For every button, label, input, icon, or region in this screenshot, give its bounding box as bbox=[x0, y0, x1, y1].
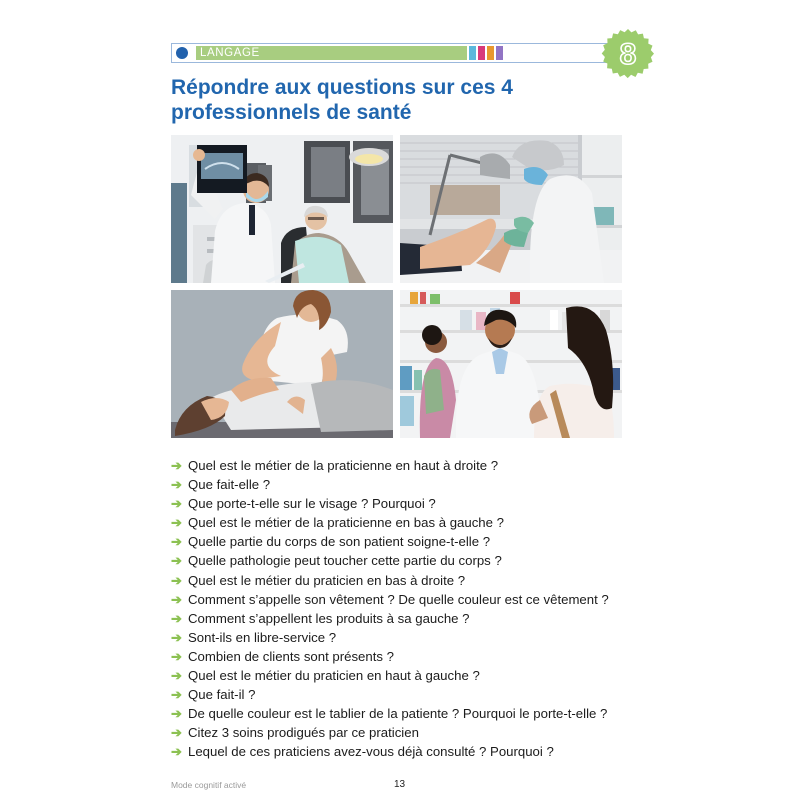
arrow-right-icon: ➔ bbox=[171, 687, 182, 703]
question-item bbox=[171, 494, 609, 513]
question-text: Que fait-elle ? bbox=[188, 477, 271, 493]
arrow-right-icon: ➔ bbox=[171, 591, 182, 607]
question-item bbox=[171, 609, 609, 628]
question-text: Lequel de ces praticiens avez-vous déjà consulté ? Pourquoi ? bbox=[188, 744, 554, 760]
page-number: 13 bbox=[394, 779, 406, 790]
question-text: Citez 3 soins prodigués par ce praticien bbox=[188, 725, 419, 741]
arrow-right-icon: ➔ bbox=[171, 572, 182, 588]
question-text: Comment s’appellent les produits à sa gauche ? bbox=[188, 610, 470, 626]
question-item bbox=[171, 723, 609, 742]
question-item bbox=[171, 551, 609, 570]
question-item bbox=[171, 628, 609, 647]
section-dot-icon bbox=[176, 47, 188, 59]
arrow-right-icon: ➔ bbox=[171, 553, 182, 569]
question-item bbox=[171, 704, 609, 723]
question-text: Que fait-il ? bbox=[188, 687, 256, 703]
arrow-right-icon: ➔ bbox=[171, 610, 182, 626]
question-text: Quelle partie du corps de son patient soigne-t-elle ? bbox=[188, 534, 491, 550]
color-swatch-orange bbox=[487, 46, 494, 60]
arrow-right-icon: ➔ bbox=[171, 744, 182, 760]
arrow-right-icon: ➔ bbox=[171, 668, 182, 684]
photo-dentist bbox=[171, 135, 393, 283]
footer-caption: Mode cognitif activé bbox=[171, 780, 247, 790]
question-item bbox=[171, 666, 609, 685]
color-swatch-pink bbox=[478, 46, 485, 60]
color-swatch-blue bbox=[469, 46, 476, 60]
question-text: Quel est le métier du praticien en haut à gauche ? bbox=[188, 668, 480, 684]
arrow-right-icon: ➔ bbox=[171, 725, 182, 741]
arrow-right-icon: ➔ bbox=[171, 706, 182, 722]
photo-pharmacist bbox=[400, 290, 622, 438]
photo-podiatrist bbox=[400, 135, 622, 283]
exercise-number: 8 bbox=[619, 38, 637, 71]
question-item bbox=[171, 532, 609, 551]
question-item bbox=[171, 475, 609, 494]
question-text: Quelle pathologie peut toucher cette partie du corps ? bbox=[188, 553, 502, 569]
question-text: Comment s’appelle son vêtement ? De quelle couleur est ce vêtement ? bbox=[188, 591, 609, 607]
color-swatch-purple bbox=[496, 46, 503, 60]
exercise-number-badge bbox=[601, 28, 655, 82]
arrow-right-icon: ➔ bbox=[171, 629, 182, 645]
question-item bbox=[171, 513, 609, 532]
arrow-right-icon: ➔ bbox=[171, 458, 182, 473]
photo-physiotherapist bbox=[171, 290, 393, 438]
question-item bbox=[171, 742, 609, 761]
question-item bbox=[171, 456, 609, 475]
question-text: Quel est le métier de la praticienne en haut à droite ? bbox=[188, 458, 499, 473]
question-text: Quel est le métier de la praticienne en bas à gauche ? bbox=[188, 515, 504, 531]
arrow-right-icon: ➔ bbox=[171, 648, 182, 664]
question-text: De quelle couleur est le tablier de la patiente ? Pourquoi le porte-t-elle ? bbox=[188, 706, 608, 722]
section-bar bbox=[196, 46, 467, 60]
question-item bbox=[171, 571, 609, 590]
arrow-right-icon: ➔ bbox=[171, 477, 182, 493]
question-item bbox=[171, 590, 609, 609]
arrow-right-icon: ➔ bbox=[171, 515, 182, 531]
question-item bbox=[171, 647, 609, 666]
question-list bbox=[171, 456, 609, 762]
section-header bbox=[171, 43, 616, 63]
question-text: Combien de clients sont présents ? bbox=[188, 648, 394, 664]
question-item bbox=[171, 685, 609, 704]
question-text: Sont-ils en libre-service ? bbox=[188, 629, 337, 645]
question-text: Que porte-t-elle sur le visage ? Pourquoi ? bbox=[188, 496, 436, 512]
arrow-right-icon: ➔ bbox=[171, 496, 182, 512]
arrow-right-icon: ➔ bbox=[171, 534, 182, 550]
page-title: Répondre aux questions sur ces 4 professionnels de santé bbox=[171, 76, 513, 124]
section-label: LANGAGE bbox=[200, 47, 260, 59]
question-text: Quel est le métier du praticien en bas à droite ? bbox=[188, 572, 466, 588]
